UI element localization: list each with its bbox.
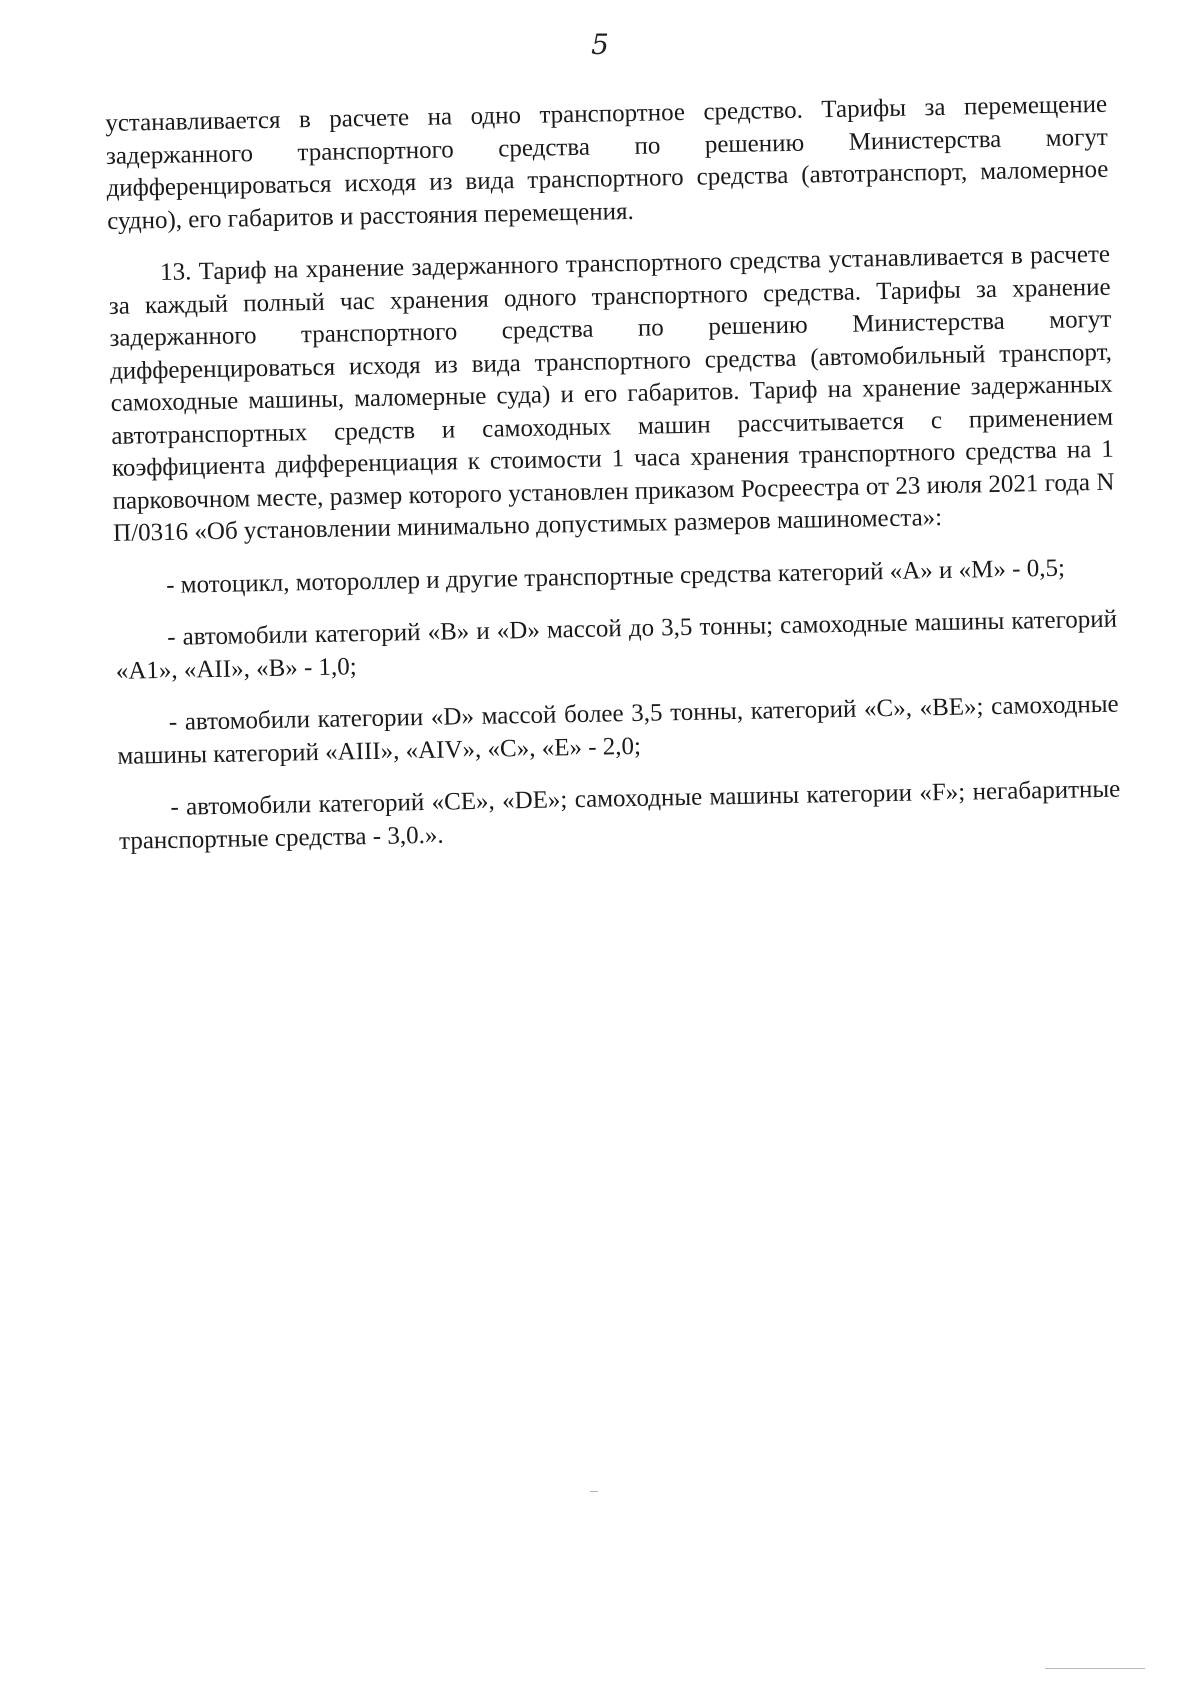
paragraph-continuation: устанавливается в расчете на одно транспортное средство. Тарифы за перемещение задержанного транспортного средства по решению Министерства могут дифференцироваться исходя из вида транспортного средства (автотранспорт, маломерное судно), его габаритов и расстояния перемещения. — [105, 90, 1109, 235]
list-item-coefficient-0-5: - мотоцикл, мотороллер и другие транспортные средства категорий «А» и «М» - 0,5; — [165, 554, 1066, 599]
scan-artifact — [590, 1491, 598, 1492]
list-item-coefficient-2-0: - автомобили категории «D» массой более 3,5 тонны, категорий «С», «ВЕ»; самоходные машины категорий «АIII», «АIV», «С», «Е» - 2,0; — [117, 690, 1119, 770]
paragraph-item-13: 13. Тариф на хранение задержанного транспортного средства устанавливается в расчете за каждый полный час хранения одного транспортного средства. Тарифы за хранение задержанного транспортного средства по решению Министерства могут дифференцироваться исходя из вида транспортного средства (автомобильный транспорт, самоходные машины, маломерные суда) и его габаритов. Тариф на хранение задержанных автотранспортных средств и самоходных машин рассчитывается с применением коэффициента дифференциация к стоимости 1 часа хранения транспортного средства на 1 парковочном месте, размер которого установлен приказом Росреестра от 23 июля 2021 года N П/0316 «Об установлении минимально допустимых размеров машиноместа»: — [108, 240, 1115, 547]
list-item-coefficient-3-0: - автомобили категорий «СЕ», «DE»; самоходные машины категории «F»; негабаритные транспортные средства - 3,0.». — [118, 775, 1121, 855]
document-body — [105, 89, 1121, 858]
list-item-coefficient-1-0: - автомобили категорий «В» и «D» массой до 3,5 тонны; самоходные машины категорий «А1», «АII», «В» - 1,0; — [115, 605, 1118, 685]
page-number: 5 — [591, 28, 609, 61]
scan-artifact — [1045, 1668, 1145, 1669]
